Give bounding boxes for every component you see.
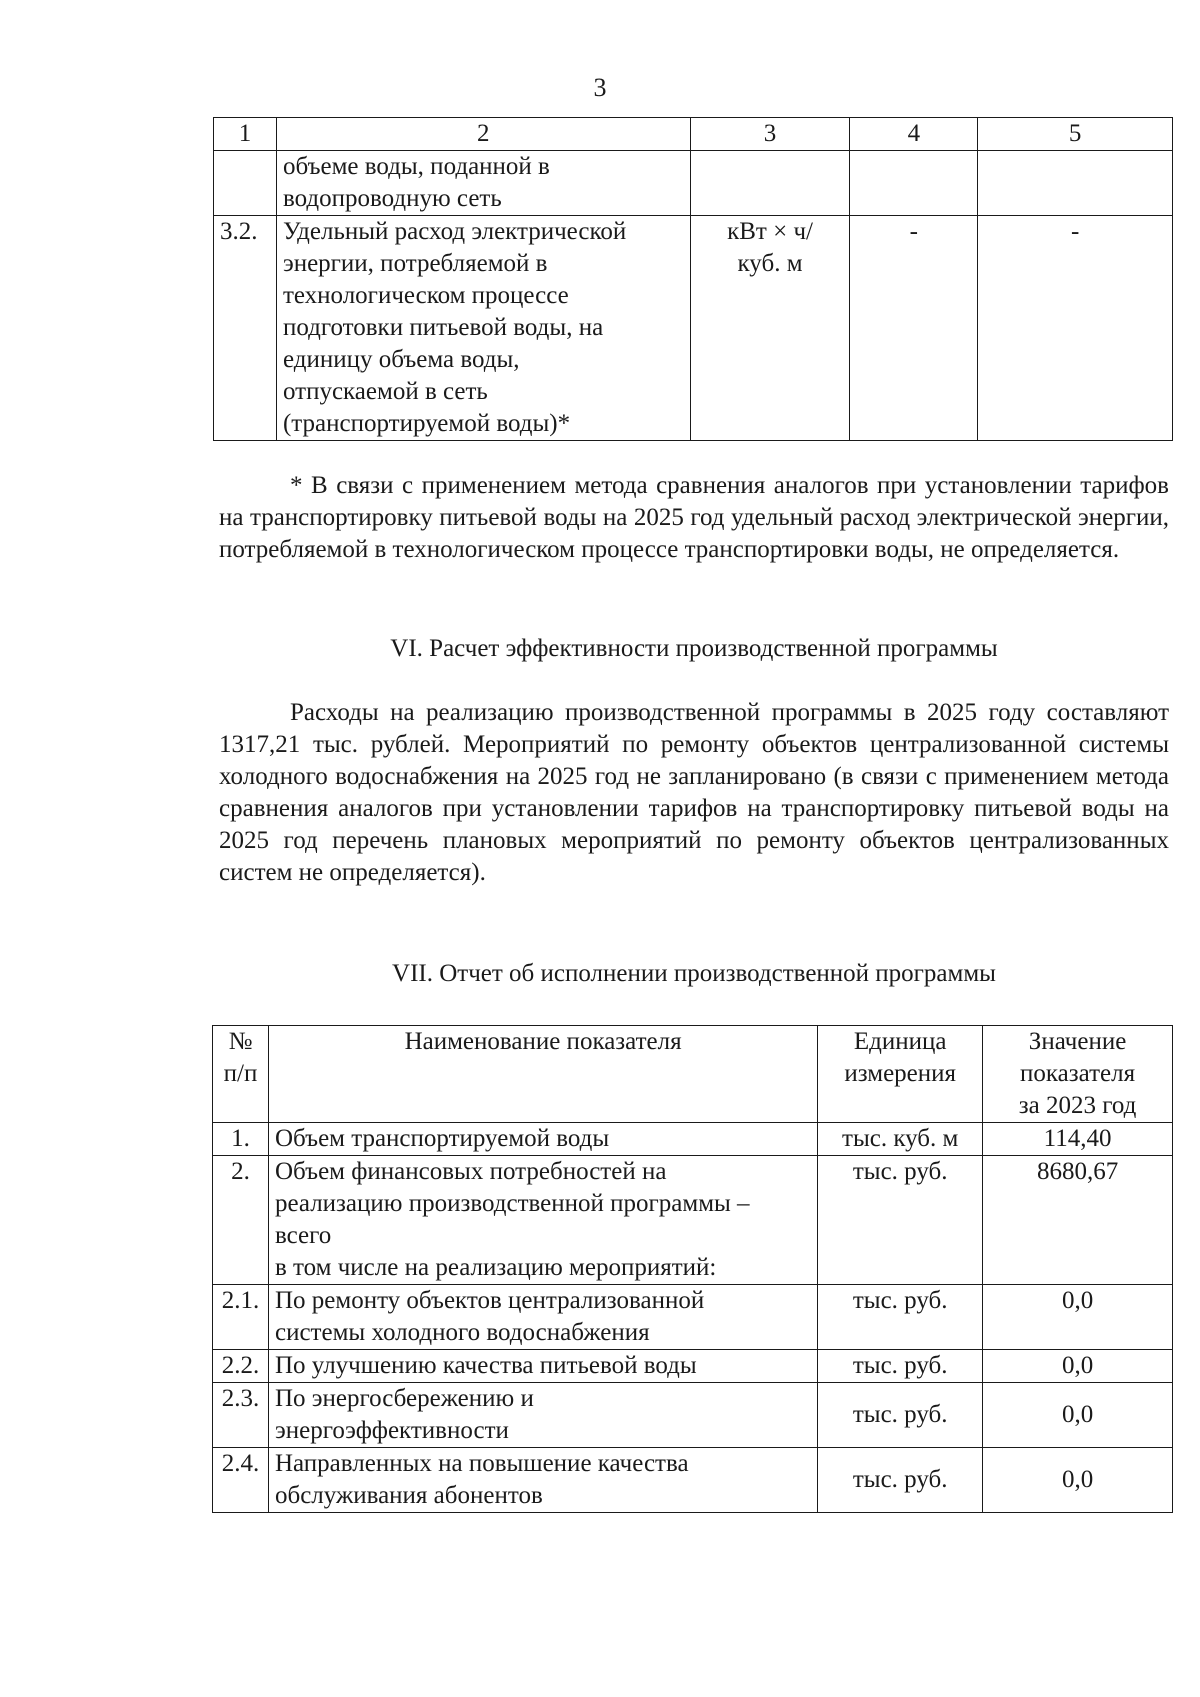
row-value: - xyxy=(978,216,1173,441)
row-number: 1. xyxy=(213,1123,269,1156)
header-cell: 2 xyxy=(276,118,690,151)
row-description xyxy=(268,1123,817,1156)
text-line: показателя xyxy=(1020,1060,1136,1087)
row-number: 2.1. xyxy=(213,1285,269,1350)
header-cell: 5 xyxy=(978,118,1173,151)
text-line: единицу объема воды, xyxy=(282,346,520,373)
text-line: водопроводную сеть xyxy=(282,185,502,212)
row-description xyxy=(268,1448,817,1513)
section-6-paragraph xyxy=(219,697,1169,889)
header-unit xyxy=(818,1026,983,1123)
text-line: По улучшению качества питьевой воды xyxy=(274,1352,697,1379)
row-value: 8680,67 xyxy=(983,1156,1173,1285)
row-description xyxy=(268,1156,817,1285)
row-description xyxy=(268,1285,817,1350)
text-line: в том числе на реализацию мероприятий: xyxy=(274,1254,717,1281)
table-row xyxy=(213,1285,1173,1350)
row-unit: тыс. руб. xyxy=(818,1285,983,1350)
row-unit xyxy=(690,151,850,216)
row-description xyxy=(268,1383,817,1448)
text-line: системы холодного водоснабжения xyxy=(274,1319,650,1346)
header-num xyxy=(213,1026,269,1123)
text-line: объеме воды, поданной в xyxy=(282,153,550,180)
text-line: Единица xyxy=(853,1028,947,1055)
text-line: технологическом процессе xyxy=(282,282,569,309)
row-number: 2. xyxy=(213,1156,269,1285)
text-line: Объем финансовых потребностей на xyxy=(274,1158,667,1185)
text-line: обслуживания абонентов xyxy=(274,1482,543,1509)
row-description xyxy=(276,216,690,441)
table-row xyxy=(213,1383,1173,1448)
row-unit: тыс. руб. xyxy=(818,1448,983,1513)
row-number xyxy=(214,151,277,216)
header-value xyxy=(983,1026,1173,1123)
indicators-table xyxy=(213,117,1173,441)
text-line: за 2023 год xyxy=(1018,1092,1137,1119)
table-row xyxy=(214,216,1173,441)
text-line: п/п xyxy=(223,1060,258,1087)
text-line: Направленных на повышение качества xyxy=(274,1450,689,1477)
footnote xyxy=(219,470,1169,566)
row-unit: тыс. куб. м xyxy=(818,1123,983,1156)
header-name: Наименование показателя xyxy=(268,1026,817,1123)
row-value: 0,0 xyxy=(983,1448,1173,1513)
text-line: энергоэффективности xyxy=(274,1417,509,1444)
text-line: Значение xyxy=(1028,1028,1127,1055)
row-value: 114,40 xyxy=(983,1123,1173,1156)
section-7-title: VII. Отчет об исполнении производственной программы xyxy=(392,960,996,987)
row-number: 2.2. xyxy=(213,1350,269,1383)
section-6-text: Расходы на реализацию производственной программы в 2025 году составляют 1317,21 тыс. рублей. Мероприятий по ремонту объектов централизованной системы холодного водоснабжения на 2025 год не запланировано (в связи с применением метода сравнения аналогов при установлении тарифов на транспортировку питьевой воды на 2025 год перечень плановых мероприятий по ремонту объектов централизованных систем не определяется). xyxy=(219,699,1169,886)
header-cell: 3 xyxy=(690,118,850,151)
row-value xyxy=(850,151,978,216)
text-line: энергии, потребляемой в xyxy=(282,250,548,277)
text-line: № xyxy=(228,1028,253,1055)
table-row xyxy=(214,151,1173,216)
text-line: кВт × ч/ xyxy=(727,218,813,245)
header-cell: 1 xyxy=(214,118,277,151)
row-value: 0,0 xyxy=(983,1285,1173,1350)
row-unit: тыс. руб. xyxy=(818,1350,983,1383)
row-unit: тыс. руб. xyxy=(818,1156,983,1285)
row-value xyxy=(978,151,1173,216)
text-line: подготовки питьевой воды, на xyxy=(282,314,604,341)
table-header-row xyxy=(214,118,1173,151)
text-line: (транспортируемой воды)* xyxy=(282,410,571,437)
report-table xyxy=(212,1025,1173,1513)
table-row xyxy=(213,1156,1173,1285)
page-number: 3 xyxy=(593,73,607,102)
table-row xyxy=(213,1123,1173,1156)
row-description xyxy=(268,1350,817,1383)
table-row xyxy=(213,1448,1173,1513)
row-unit xyxy=(690,216,850,441)
text-line: По ремонту объектов централизованной xyxy=(274,1287,705,1314)
text-line: куб. м xyxy=(737,250,803,277)
text-line: всего xyxy=(274,1222,332,1249)
row-description xyxy=(276,151,690,216)
row-unit: тыс. руб. xyxy=(818,1383,983,1448)
text-line: Объем транспортируемой воды xyxy=(274,1125,610,1152)
text-line: Удельный расход электрической xyxy=(282,218,627,245)
text-line: По энергосбережению и xyxy=(274,1385,534,1412)
text-line: отпускаемой в сеть xyxy=(282,378,488,405)
row-value: - xyxy=(850,216,978,441)
footnote-text: * В связи с применением метода сравнения аналогов при установлении тарифов на транспортировку питьевой воды на 2025 год удельный расход электрической энергии, потребляемой в технологическом процессе транспортировки воды, не определяется. xyxy=(219,472,1169,563)
table-header-row xyxy=(213,1026,1173,1123)
text-line: измерения xyxy=(844,1060,957,1087)
row-number: 2.4. xyxy=(213,1448,269,1513)
row-value: 0,0 xyxy=(983,1350,1173,1383)
row-number: 2.3. xyxy=(213,1383,269,1448)
section-6-title: VI. Расчет эффективности производственной программы xyxy=(390,635,998,662)
table-row xyxy=(213,1350,1173,1383)
header-cell: 4 xyxy=(850,118,978,151)
text-line: реализацию производственной программы – xyxy=(274,1190,750,1217)
row-number: 3.2. xyxy=(214,216,277,441)
row-value: 0,0 xyxy=(983,1383,1173,1448)
